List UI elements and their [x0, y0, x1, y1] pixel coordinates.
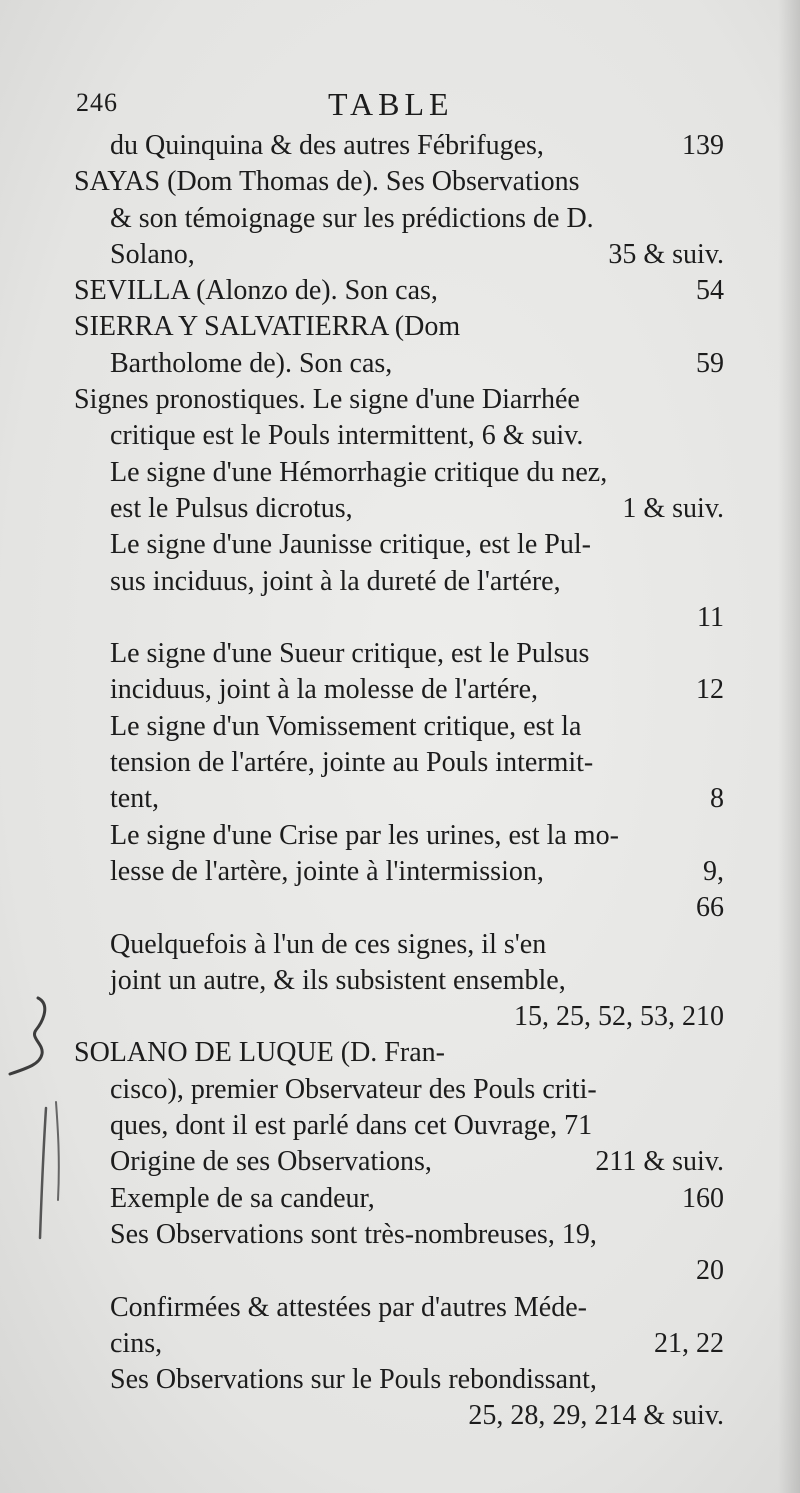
index-line: [74, 346, 724, 382]
index-line-text: Le signe d'une Jaunisse critique, est le Pul-: [110, 529, 591, 561]
index-line-text: SEVILLA (Alonzo de). Son cas,: [74, 275, 438, 307]
index-line-text: du Quinquina & des autres Fébrifuges,: [110, 130, 544, 161]
index-line-text: Ses Observations sont très-nombreuses, 19,: [110, 1218, 597, 1250]
index-line-text: Origine de ses Observations,: [110, 1146, 432, 1178]
index-page-ref: 211 & suiv.: [595, 1146, 724, 1178]
index-line-text: SAYAS (Dom Thomas de). Ses Observations: [74, 166, 580, 198]
index-line: [74, 600, 724, 636]
index-line-text: tension de l'artére, jointe au Pouls intermit-: [110, 747, 594, 779]
index-line: [74, 201, 724, 237]
index-line-text: Exemple de sa candeur,: [110, 1182, 375, 1214]
index-line-text: Le signe d'un Vomissement critique, est la: [110, 710, 582, 742]
index-page-ref: 12: [696, 674, 724, 706]
index-line-text: Bartholome de). Son cas,: [110, 347, 393, 379]
index-line: [74, 672, 724, 708]
index-line: [74, 237, 724, 273]
index-line: [74, 273, 724, 309]
index-entries: [74, 128, 724, 1435]
index-line-text: tent,: [110, 783, 159, 815]
index-line: [74, 491, 724, 527]
page-number: 246: [76, 88, 118, 117]
index-line: [74, 963, 724, 999]
index-line-text: Le signe d'une Hémorrhagie critique du nez,: [110, 456, 608, 488]
index-line-text: Le signe d'une Sueur critique, est le Pulsus: [110, 638, 590, 670]
index-line: [74, 1253, 724, 1289]
index-line: [74, 709, 724, 745]
index-line: [74, 455, 724, 491]
index-line-text: SIERRA Y SALVATIERRA (Dom: [74, 311, 461, 343]
index-line: [74, 1072, 724, 1108]
index-line: [74, 164, 724, 200]
index-line-text: critique est le Pouls intermittent, 6 & suiv.: [110, 420, 584, 452]
index-line: [74, 418, 724, 454]
index-line-text: Confirmées & attestées par d'autres Méde-: [110, 1291, 587, 1323]
index-line-text: Le signe d'une Crise par les urines, est la mo-: [110, 819, 619, 851]
index-page-ref: 11: [697, 601, 724, 633]
index-line: [74, 1181, 724, 1217]
index-page-ref: 1 & suiv.: [622, 492, 724, 524]
margin-mark-stroke-1: [40, 1108, 46, 1238]
index-line-text: Ses Observations sur le Pouls rebondissant,: [110, 1364, 597, 1396]
index-line: [74, 1326, 724, 1362]
index-line: [74, 745, 724, 781]
index-page-ref: 66: [696, 892, 724, 924]
index-page-ref: 160: [682, 1182, 724, 1214]
index-line: [74, 636, 724, 672]
index-line-text: Signes pronostiques. Le signe d'une Diarrhée: [74, 384, 580, 416]
index-line: [74, 527, 724, 563]
index-page-ref: 54: [696, 275, 724, 307]
index-line: [74, 1398, 724, 1434]
index-page-ref: 35 & suiv.: [608, 238, 724, 270]
index-line-text: inciduus, joint à la molesse de l'artére,: [110, 674, 539, 706]
index-line-text: cins,: [110, 1327, 163, 1359]
index-page-ref: 9,: [703, 855, 724, 887]
index-line-text: lesse de l'artère, jointe à l'intermission,: [110, 855, 544, 887]
index-line-text: sus inciduus, joint à la dureté de l'artére,: [110, 565, 561, 597]
index-line: [74, 927, 724, 963]
index-page-ref: 139: [682, 130, 724, 161]
index-line: [74, 309, 724, 345]
index-line: [74, 1290, 724, 1326]
index-line: [74, 382, 724, 418]
index-line: [74, 1035, 724, 1071]
running-head: TABLE: [328, 86, 454, 122]
index-line: [74, 818, 724, 854]
index-page-ref: 15, 25, 52, 53, 210: [514, 1001, 724, 1033]
index-page-ref: 25, 28, 29, 214 & suiv.: [468, 1400, 724, 1432]
index-line-text: est le Pulsus dicrotus,: [110, 492, 353, 524]
index-line: [74, 1144, 724, 1180]
index-line: [74, 1362, 724, 1398]
margin-mark-bracket: [10, 998, 45, 1074]
index-page-ref: 21, 22: [654, 1327, 724, 1359]
index-line: [74, 999, 724, 1035]
index-page-ref: 20: [696, 1255, 724, 1287]
index-line-text: cisco), premier Observateur des Pouls criti-: [110, 1073, 597, 1105]
index-page-ref: 8: [710, 783, 724, 815]
index-line: [74, 781, 724, 817]
index-page-ref: 59: [696, 347, 724, 379]
index-line-text: Quelquefois à l'un de ces signes, il s'en: [110, 928, 547, 960]
index-line: [74, 564, 724, 600]
index-line: [74, 1217, 724, 1253]
index-line: [74, 890, 724, 926]
index-line: [74, 1108, 724, 1144]
index-line-text: joint un autre, & ils subsistent ensemble,: [110, 964, 566, 996]
index-line-text: ques, dont il est parlé dans cet Ouvrage, 71: [110, 1110, 593, 1142]
page-edge-shadow: [778, 0, 800, 1493]
index-line-text: Solano,: [110, 238, 195, 270]
index-line: [74, 128, 724, 164]
margin-mark-stroke-2: [56, 1102, 59, 1200]
index-line-text: & son témoignage sur les prédictions de D.: [110, 202, 594, 234]
index-line: [74, 854, 724, 890]
index-line-text: SOLANO DE LUQUE (D. Fran-: [74, 1037, 445, 1069]
margin-pencil-marks: [0, 990, 80, 1250]
page-header: [0, 86, 800, 130]
